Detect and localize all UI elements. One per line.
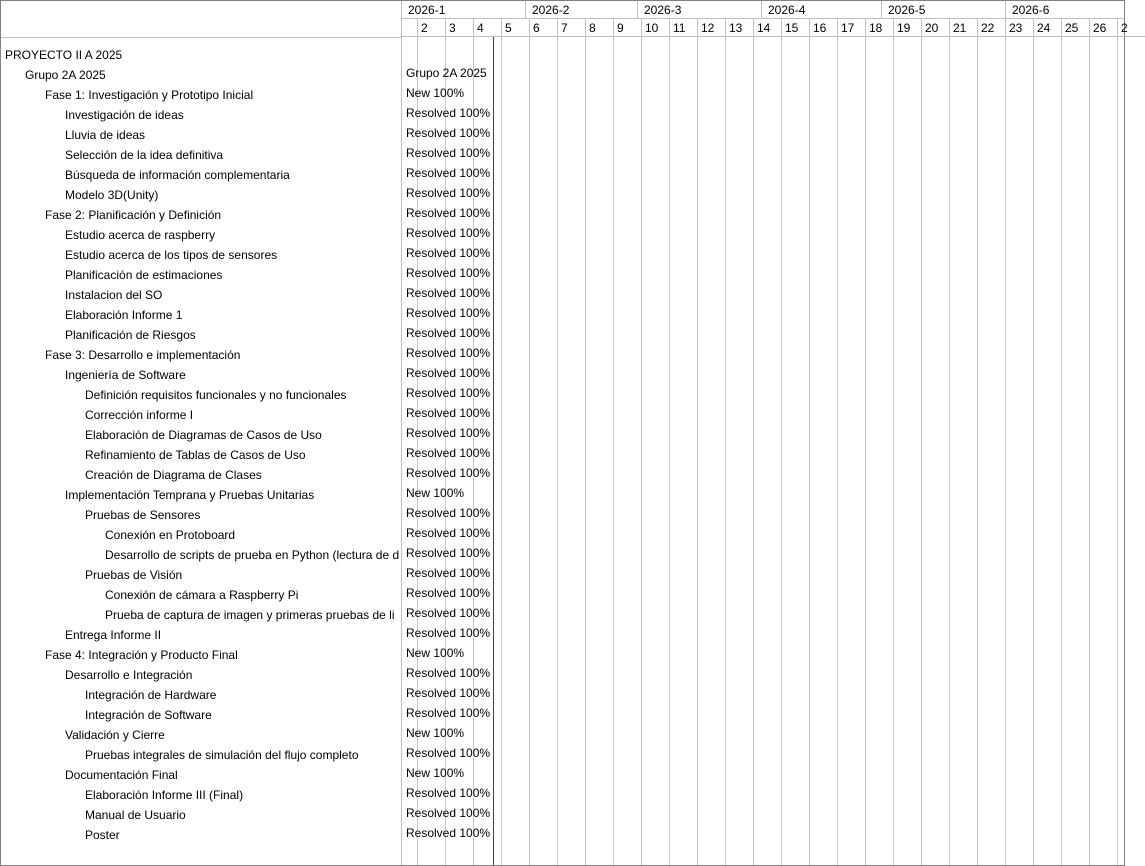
issue-subject[interactable]: Grupo 2A 2025 — [25, 68, 106, 82]
week-header: 12 — [697, 19, 725, 37]
week-gridline — [1089, 37, 1090, 865]
issue-subject[interactable]: Modelo 3D(Unity) — [65, 188, 159, 202]
issue-subject[interactable]: Fase 3: Desarrollo e implementación — [45, 348, 241, 362]
month-header: 2026-3 — [637, 1, 761, 19]
issue-status-label: Resolved 100% — [406, 306, 491, 320]
week-gridline — [613, 37, 614, 865]
issue-subject[interactable]: Desarrollo e Integración — [65, 668, 193, 682]
week-gridline — [669, 37, 670, 865]
week-header: 19 — [893, 19, 921, 37]
week-header-partial — [402, 19, 417, 37]
issue-subject[interactable]: Fase 2: Planificación y Definición — [45, 208, 222, 222]
issue-subject[interactable]: Implementación Temprana y Pruebas Unitarias — [65, 488, 315, 502]
week-gridline — [921, 37, 922, 865]
issue-subject[interactable]: Prueba de captura de imagen y primeras pruebas de li — [105, 608, 395, 622]
week-header: 24 — [1033, 19, 1061, 37]
week-gridline — [781, 37, 782, 865]
issue-subject[interactable]: Integración de Hardware — [85, 688, 217, 702]
issue-status-label: Resolved 100% — [406, 326, 491, 340]
issue-status-label: Resolved 100% — [406, 826, 491, 840]
week-header: 20 — [921, 19, 949, 37]
issue-subject[interactable]: Fase 4: Integración y Producto Final — [45, 648, 238, 662]
issue-status-label: Resolved 100% — [406, 546, 491, 560]
issue-status-label: New 100% — [406, 486, 465, 500]
issue-status-label: Resolved 100% — [406, 266, 491, 280]
week-gridline — [529, 37, 530, 865]
issue-subject[interactable]: Validación y Cierre — [65, 728, 165, 742]
issue-subject[interactable]: Ingeniería de Software — [65, 368, 186, 382]
week-header: 13 — [725, 19, 753, 37]
issue-status-label: Resolved 100% — [406, 346, 491, 360]
issue-subject[interactable]: Elaboración Informe III (Final) — [85, 788, 244, 802]
issue-status-label: Resolved 100% — [406, 286, 491, 300]
week-header: 15 — [781, 19, 809, 37]
issue-subject[interactable]: Refinamiento de Tablas de Casos de Uso — [85, 448, 306, 462]
week-header: 8 — [585, 19, 613, 37]
issue-subject[interactable]: Instalacion del SO — [65, 288, 163, 302]
week-header: 2 — [417, 19, 445, 37]
week-header: 5 — [501, 19, 529, 37]
week-header: 7 — [557, 19, 585, 37]
issue-status-label: Resolved 100% — [406, 106, 491, 120]
issue-subject[interactable]: Entrega Informe II — [65, 628, 162, 642]
issue-subject[interactable]: Fase 1: Investigación y Prototipo Inicial — [45, 88, 254, 102]
issue-subject[interactable]: Poster — [85, 828, 120, 842]
issue-status-label: Resolved 100% — [406, 446, 491, 460]
issue-status-label: Grupo 2A 2025 — [406, 66, 487, 80]
week-header: 16 — [809, 19, 837, 37]
issue-subject[interactable]: Documentación Final — [65, 768, 178, 782]
issue-subject[interactable]: Lluvia de ideas — [65, 128, 146, 142]
week-header: 22 — [977, 19, 1005, 37]
week-gridline — [585, 37, 586, 865]
issue-subject[interactable]: Elaboración Informe 1 — [65, 308, 183, 322]
week-gridline — [837, 37, 838, 865]
today-line — [493, 37, 494, 865]
issue-status-label: Resolved 100% — [406, 166, 491, 180]
issue-subject[interactable]: Creación de Diagrama de Clases — [85, 468, 262, 482]
issue-subject[interactable]: Selección de la idea definitiva — [65, 148, 224, 162]
gantt-timeline-area — [402, 1, 1128, 865]
week-gridline — [1005, 37, 1006, 865]
month-header: 2026-2 — [525, 1, 637, 19]
issue-subject[interactable]: Planificación de estimaciones — [65, 268, 223, 282]
issue-status-label: Resolved 100% — [406, 426, 491, 440]
week-gridline — [949, 37, 950, 865]
issue-subject[interactable]: Pruebas de Visión — [85, 568, 183, 582]
issue-status-label: Resolved 100% — [406, 226, 491, 240]
gantt-subjects-column — [1, 1, 401, 865]
week-header: 23 — [1005, 19, 1033, 37]
week-header: 17 — [837, 19, 865, 37]
week-header: 25 — [1061, 19, 1089, 37]
week-gridline — [557, 37, 558, 865]
month-header: 2026-1 — [402, 1, 525, 19]
issue-subject[interactable]: Conexión de cámara a Raspberry Pi — [105, 588, 299, 602]
week-header: 4 — [473, 19, 501, 37]
issue-status-label: Resolved 100% — [406, 806, 491, 820]
month-header: 2026-6 — [1005, 1, 1124, 19]
week-gridline — [1061, 37, 1062, 865]
issue-subject[interactable]: Búsqueda de información complementaria — [65, 168, 290, 182]
issue-subject[interactable]: Desarrollo de scripts de prueba en Python (lectura de d — [105, 548, 400, 562]
issue-status-label: Resolved 100% — [406, 746, 491, 760]
issue-subject[interactable]: Conexión en Protoboard — [105, 528, 236, 542]
issue-status-label: Resolved 100% — [406, 186, 491, 200]
issue-subject[interactable]: Integración de Software — [85, 708, 212, 722]
week-header: 18 — [865, 19, 893, 37]
issue-status-label: Resolved 100% — [406, 606, 491, 620]
week-gridline — [697, 37, 698, 865]
week-gridline — [977, 37, 978, 865]
week-header: 11 — [669, 19, 697, 37]
issue-status-label: Resolved 100% — [406, 566, 491, 580]
issue-status-label: Resolved 100% — [406, 386, 491, 400]
issue-status-label: Resolved 100% — [406, 706, 491, 720]
issue-status-label: Resolved 100% — [406, 466, 491, 480]
gantt-subjects-header — [1, 1, 401, 38]
issue-status-label: Resolved 100% — [406, 526, 491, 540]
week-gridline — [501, 37, 502, 865]
issue-status-label: Resolved 100% — [406, 126, 491, 140]
issue-status-label: Resolved 100% — [406, 246, 491, 260]
week-gridline — [865, 37, 866, 865]
week-header: 21 — [949, 19, 977, 37]
issue-subject[interactable]: Definición requisitos funcionales y no funcionales — [85, 388, 347, 402]
issue-status-label: Resolved 100% — [406, 506, 491, 520]
week-gridline — [725, 37, 726, 865]
week-header: 10 — [641, 19, 669, 37]
issue-subject[interactable]: Manual de Usuario — [85, 808, 186, 822]
week-header: 9 — [613, 19, 641, 37]
issue-status-label: New 100% — [406, 86, 465, 100]
month-header: 2026-4 — [761, 1, 881, 19]
issue-subject[interactable]: Pruebas integrales de simulación del flujo completo — [85, 748, 359, 762]
week-header: 26 — [1089, 19, 1117, 37]
issue-subject[interactable]: Planificación de Riesgos — [65, 328, 196, 342]
week-header: 6 — [529, 19, 557, 37]
month-header: 2026-5 — [881, 1, 1005, 19]
week-gridline — [753, 37, 754, 865]
week-gridline — [641, 37, 642, 865]
week-gridline — [1117, 37, 1118, 865]
issue-subject[interactable]: Estudio acerca de raspberry — [65, 228, 216, 242]
issue-status-label: Resolved 100% — [406, 206, 491, 220]
week-header: 14 — [753, 19, 781, 37]
issue-status-label: Resolved 100% — [406, 586, 491, 600]
issue-status-label: Resolved 100% — [406, 686, 491, 700]
issue-status-label: Resolved 100% — [406, 406, 491, 420]
issue-subject[interactable]: Elaboración de Diagramas de Casos de Uso — [85, 428, 322, 442]
week-header: 2 — [1117, 19, 1145, 37]
issue-subject[interactable]: PROYECTO II A 2025 — [5, 48, 123, 62]
issue-subject[interactable]: Pruebas de Sensores — [85, 508, 201, 522]
issue-subject[interactable]: Estudio acerca de los tipos de sensores — [65, 248, 278, 262]
issue-status-label: New 100% — [406, 646, 465, 660]
week-gridline — [809, 37, 810, 865]
issue-subject[interactable]: Corrección informe I — [85, 408, 194, 422]
issue-status-label: Resolved 100% — [406, 146, 491, 160]
week-gridline — [893, 37, 894, 865]
issue-status-label: Resolved 100% — [406, 786, 491, 800]
week-gridline — [1033, 37, 1034, 865]
issue-subject[interactable]: Investigación de ideas — [65, 108, 184, 122]
issue-status-label: New 100% — [406, 726, 465, 740]
issue-status-label: Resolved 100% — [406, 626, 491, 640]
issue-status-label: Resolved 100% — [406, 666, 491, 680]
week-header: 3 — [445, 19, 473, 37]
issue-status-label: New 100% — [406, 766, 465, 780]
issue-status-label: Resolved 100% — [406, 366, 491, 380]
